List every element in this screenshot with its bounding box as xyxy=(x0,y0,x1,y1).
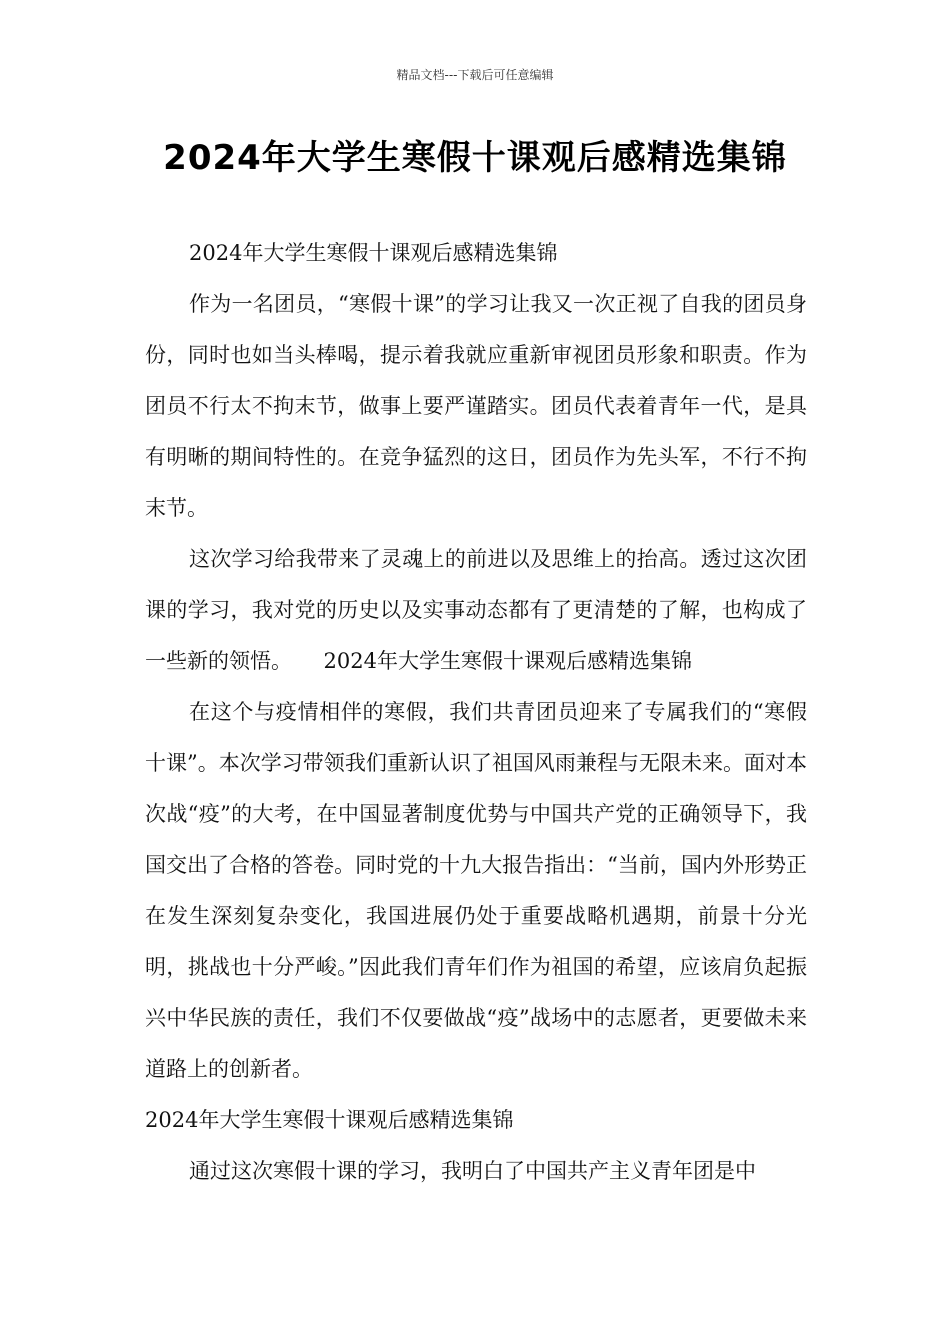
paragraph-4: 通过这次寒假十课的学习，我明白了中国共产主义青年团是中 xyxy=(189,1159,756,1183)
paragraph-3: 在这个与疫情相伴的寒假，我们共青团员迎来了专属我们的“寒假十课”。本次学习带领我们重新认识了祖国风雨兼程与无限未来。面对本次战“疫”的大考，在中国显著制度优势与中国共产党的正确领导下，我国交出了合格的答卷。同时党的十九大报告指出：“当前，国内外形势正在发生深刻复杂变化，我国进展仍处于重要战略机遇期，前景十分光明，挑战也十分严峻。”因此我们青年们作为祖国的希望，应该肩负起振兴中华民族的责任，我们不仅要做战“疫”战场中的志愿者，更要做未来道路上的创新者。 xyxy=(145,700,807,1081)
paragraph-1: 作为一名团员，“寒假十课”的学习让我又一次正视了自我的团员身份，同时也如当头棒喝，提示着我就应重新审视团员形象和职责。作为团员不行太不拘末节，做事上要严谨踏实。团员代表着青年一代，是具有明晰的期间特性的。在竞争猛烈的这日，团员作为先头军，不行不拘末节。 xyxy=(145,292,807,520)
document-title: 2024年大学生寒假十课观后感精选集锦 xyxy=(163,138,787,178)
paragraph-section-heading: 2024年大学生寒假十课观后感精选集锦 xyxy=(145,1108,514,1132)
document-body xyxy=(145,228,807,1197)
paragraph-2: 这次学习给我带来了灵魂上的前进以及思维上的抬高。透过这次团课的学习，我对党的历史以及实事动态都有了更清楚的了解，也构成了一些新的领悟。 2024年大学生寒假十课观后感精选集锦 xyxy=(145,547,807,673)
paragraph-subtitle: 2024年大学生寒假十课观后感精选集锦 xyxy=(189,241,558,265)
header-note: 精品文档---下载后可任意编辑 xyxy=(396,68,554,82)
